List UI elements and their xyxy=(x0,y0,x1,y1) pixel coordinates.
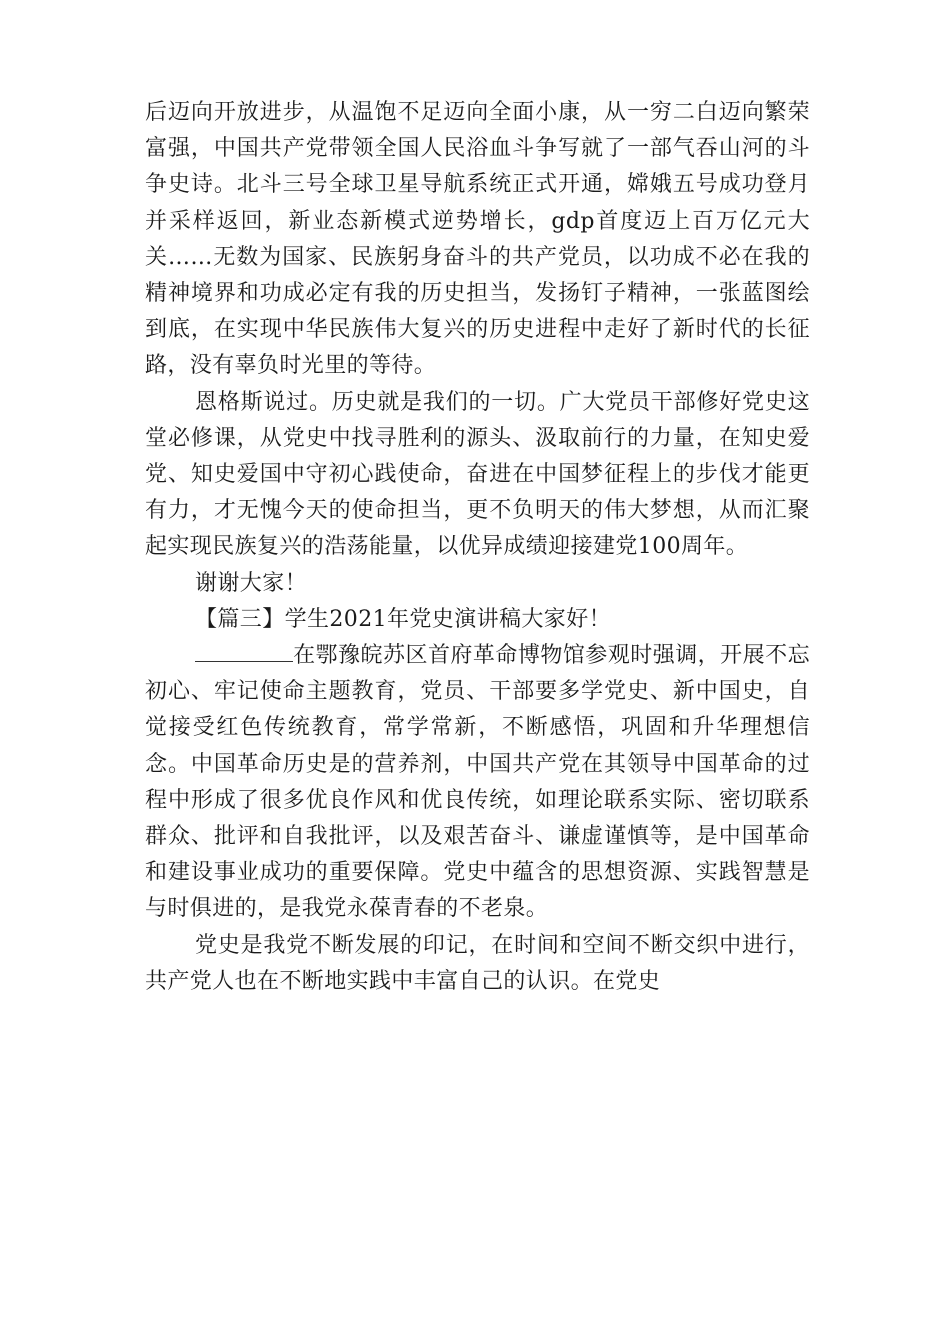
paragraph-engels: 恩格斯说过。历史就是我们的一切。广大党员干部修好党史这堂必修课，从党史中找寻胜利的源头、汲取前行的力量，在知史爱党、知史爱国中守初心践使命，奋进在中国梦征程上的步伐才能更有力，才无愧今天的使命担当，更不负明天的伟大梦想，从而汇聚起实现民族复兴的浩荡能量，以优异成绩迎接建党100周年。 xyxy=(145,389,810,560)
paragraph-thanks: 谢谢大家！ xyxy=(195,570,308,596)
paragraph-museum-text: 在鄂豫皖苏区首府革命博物馆参观时强调，开展不忘初心、牢记使命主题教育，党员、干部要多学党史、新中国史，自觉接受红色传统教育，常学常新，不断感悟，巩固和升华理想信念。中国革命历史是的营养剂，中国共产党在其领导中国革命的过程中形成了很多优良作风和优良传统，如理论联系实际、密切联系群众、批评和自我批评，以及艰苦奋斗、谦虚谨慎等，是中国革命和建设事业成功的重要保障。党史中蕴含的思想资源、实践智慧是与时俱进的，是我党永葆青春的不老泉。 xyxy=(145,643,810,922)
paragraph-museum xyxy=(145,638,810,928)
document-body xyxy=(145,95,810,1000)
paragraph-party-history: 党史是我党不断发展的印记，在时间和空间不断交织中进行，共产党人也在不断地实践中丰富自己的认识。在党史 xyxy=(145,932,810,994)
section-heading: 【篇三】学生2021年党史演讲稿大家好！ xyxy=(195,606,611,632)
blank-underline xyxy=(195,639,293,662)
paragraph-continuation: 后迈向开放进步，从温饱不足迈向全面小康，从一穷二白迈向繁荣富强，中国共产党带领全国人民浴血斗争写就了一部气吞山河的斗争史诗。北斗三号全球卫星导航系统正式开通，嫦娥五号成功登月并采样返回，新业态新模式逆势增长，gdp首度迈上百万亿元大关……无数为国家、民族躬身奋斗的共产党员，以功成不必在我的精神境界和功成必定有我的历史担当，发扬钉子精神，一张蓝图绘到底，在实现中华民族伟大复兴的历史进程中走好了新时代的长征路，没有辜负时光里的等待。 xyxy=(145,100,810,379)
